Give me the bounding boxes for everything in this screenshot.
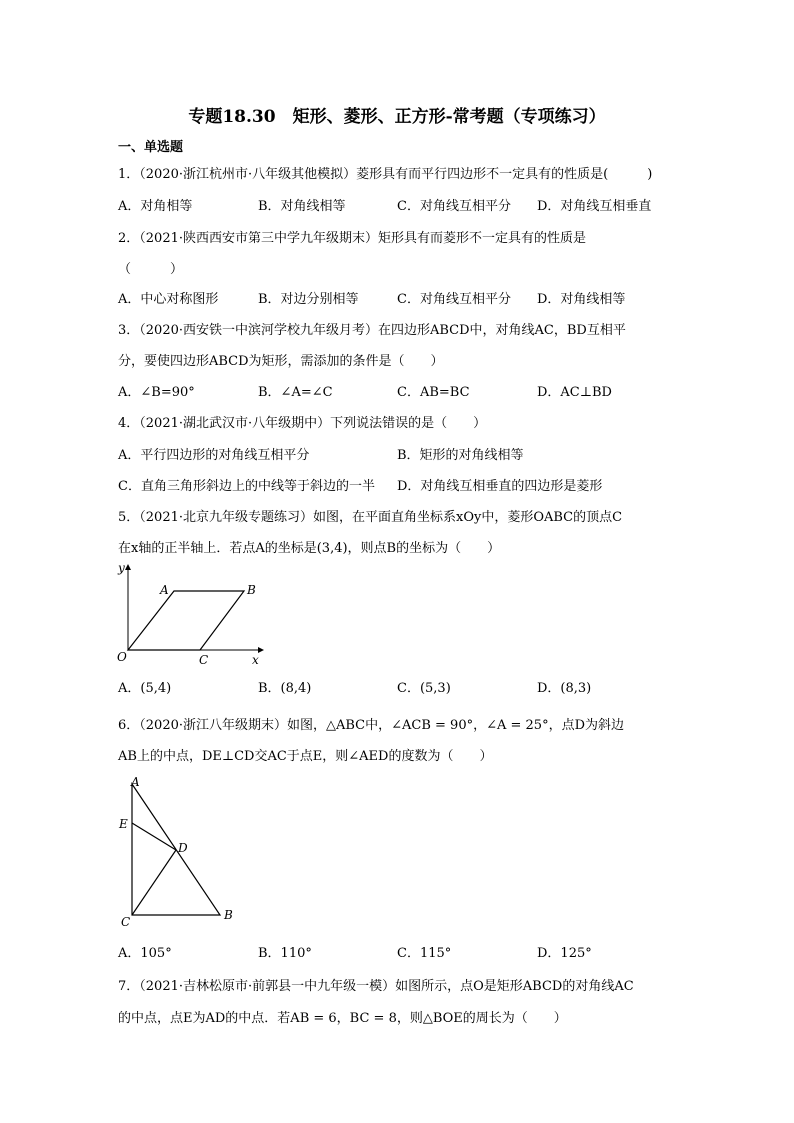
q7-stem-cont: 的中点，点E为AD的中点．若AB = 6，BC = 8，则△BOE的周长为（ ） <box>118 1011 567 1026</box>
q5-option-a: A．(5,4) <box>118 681 172 696</box>
q1-option-d: D．对角线互相垂直 <box>537 199 652 214</box>
q3-stem: 3．（2020·西安铁一中滨河学校九年级月考）在四边形ABCD中，对角线AC，BD互相平 <box>118 323 626 338</box>
q6-option-b: B．110° <box>258 946 312 961</box>
q6-figure <box>112 772 242 932</box>
q6-option-a: A．105° <box>118 946 172 961</box>
label-x: x <box>252 653 259 667</box>
q4-option-b: B．矩形的对角线相等 <box>397 448 524 463</box>
q4-option-a: A．平行四边形的对角线互相平分 <box>118 448 310 463</box>
x-axis-arrow-icon <box>258 647 264 653</box>
q5-stem: 5．（2021·北京九年级专题练习）如图，在平面直角坐标系xOy中，菱形OABC的顶点C <box>118 510 623 525</box>
q2-option-c: C．对角线互相平分 <box>397 292 511 307</box>
section-heading: 一、单选题 <box>118 140 184 155</box>
q1-option-b: B．对角线相等 <box>258 199 346 214</box>
label-c: C <box>199 653 209 667</box>
label-b: B <box>224 908 233 922</box>
rhombus-oabc <box>128 591 244 650</box>
label-b: B <box>247 583 256 597</box>
label-c: C <box>121 915 131 929</box>
q5-figure <box>112 560 272 670</box>
q6-option-c: C．115° <box>397 946 452 961</box>
segment-de <box>132 823 176 850</box>
q4-stem: 4．（2021·湖北武汉市·八年级期中）下列说法错误的是（ ） <box>118 416 487 431</box>
y-axis-arrow-icon <box>125 564 131 570</box>
q2-option-d: D．对角线相等 <box>537 292 626 307</box>
q7-stem: 7．（2021·吉林松原市·前郭县一中九年级一模）如图所示，点O是矩形ABCD的对角线AC <box>118 979 634 994</box>
page-title: 专题18.30 矩形、菱形、正方形-常考题（专项练习） <box>188 107 606 127</box>
q3-stem-cont: 分，要使四边形ABCD为矩形，需添加的条件是（ ） <box>118 354 444 369</box>
segment-cd <box>132 850 176 915</box>
q3-option-c: C．AB=BC <box>397 385 470 400</box>
q2-stem-cont: （ ） <box>118 262 184 277</box>
q1-stem: 1．（2020·浙江杭州市·八年级其他模拟）菱形具有而平行四边形不一定具有的性质是( ) <box>118 167 653 182</box>
label-y: y <box>118 561 125 575</box>
q5-option-d: D．(8,3) <box>537 681 592 696</box>
q6-stem: 6．（2020·浙江八年级期末）如图，△ABC中，∠ACB = 90°，∠A = 25°，点D为斜边 <box>118 718 624 733</box>
label-d: D <box>178 841 188 855</box>
q2-option-a: A．中心对称图形 <box>118 292 219 307</box>
q2-stem: 2．（2021·陕西西安市第三中学九年级期末）矩形具有而菱形不一定具有的性质是 <box>118 231 586 246</box>
q4-option-d: D．对角线互相垂直的四边形是菱形 <box>397 479 603 494</box>
q1-option-c: C．对角线互相平分 <box>397 199 511 214</box>
q4-option-c: C．直角三角形斜边上的中线等于斜边的一半 <box>118 479 375 494</box>
q6-option-d: D．125° <box>537 946 592 961</box>
q5-option-c: C．(5,3) <box>397 681 451 696</box>
label-e: E <box>119 817 128 831</box>
q3-option-b: B．∠A=∠C <box>258 385 333 400</box>
q3-option-a: A．∠B=90° <box>118 385 195 400</box>
q1-option-a: A．对角相等 <box>118 199 193 214</box>
q2-option-b: B．对边分别相等 <box>258 292 359 307</box>
label-a: A <box>131 775 140 789</box>
q3-option-d: D．AC⊥BD <box>537 385 612 400</box>
label-a: A <box>160 583 169 597</box>
q5-stem-cont: 在x轴的正半轴上．若点A的坐标是(3,4)，则点B的坐标为（ ） <box>118 541 501 556</box>
label-o: O <box>117 650 127 664</box>
q5-option-b: B．(8,4) <box>258 681 312 696</box>
q6-stem-cont: AB上的中点，DE⊥CD交AC于点E，则∠AED的度数为（ ） <box>118 749 493 764</box>
